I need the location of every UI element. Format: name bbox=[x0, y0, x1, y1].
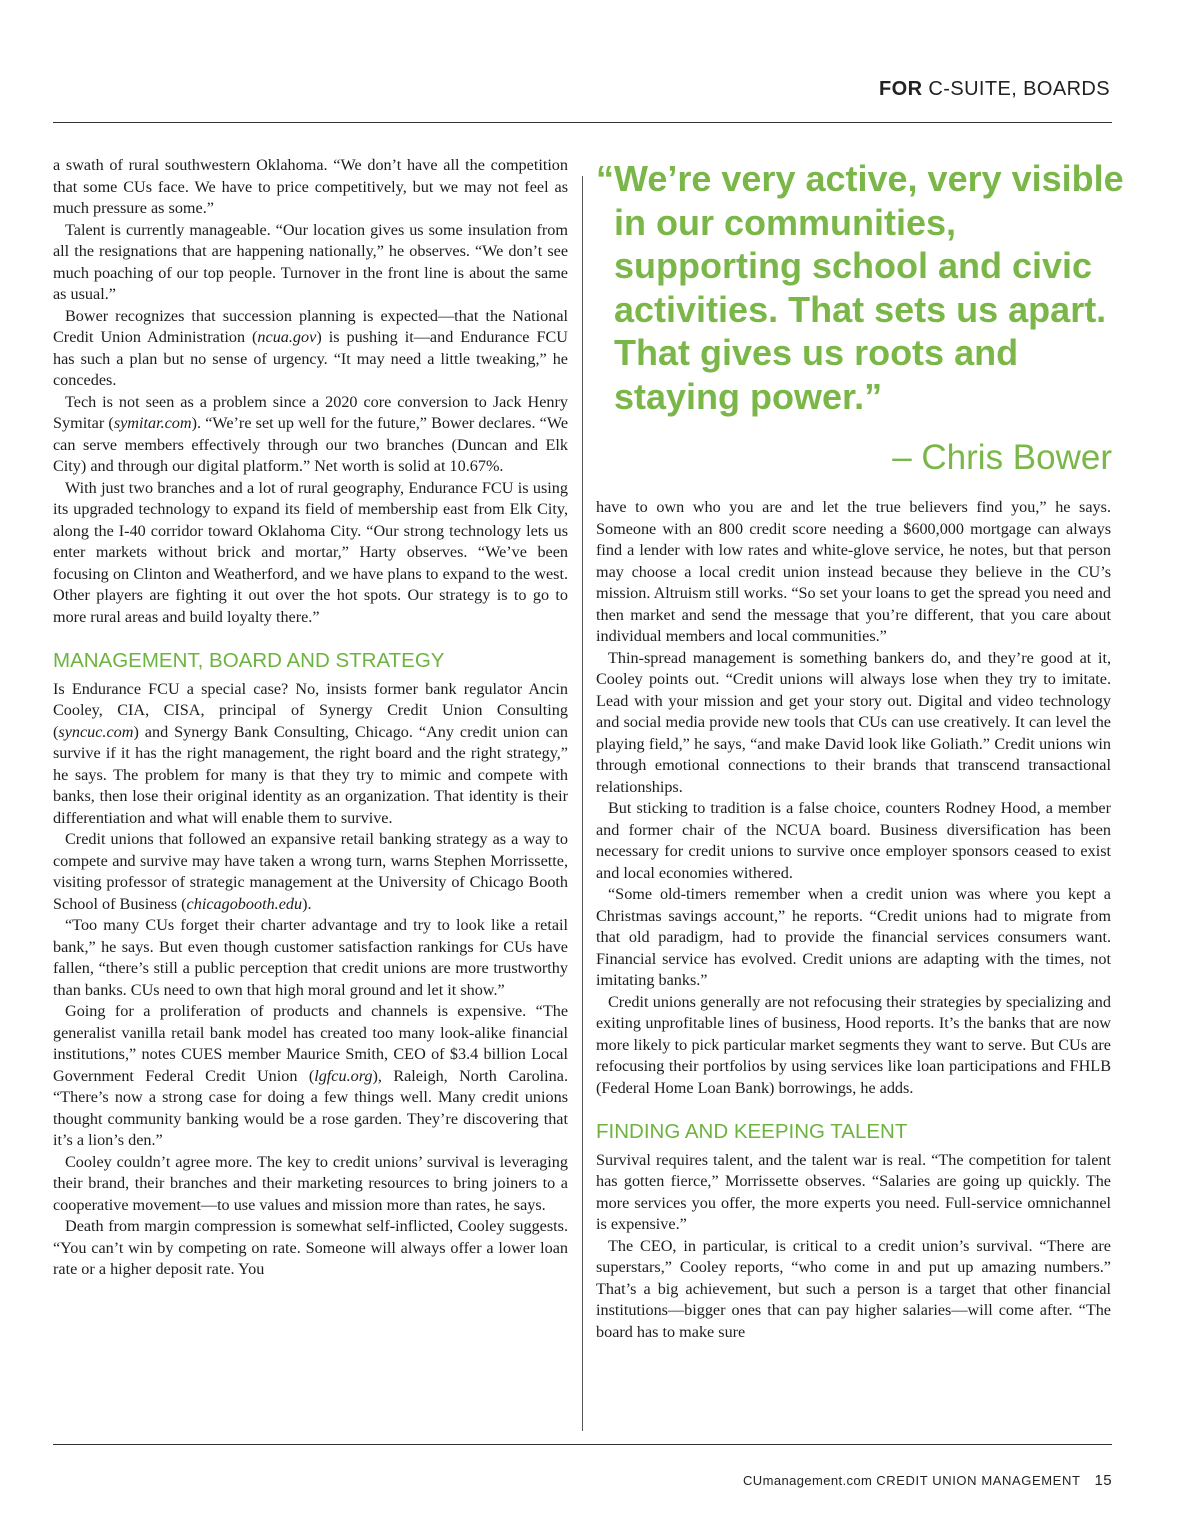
section-heading: FINDING AND KEEPING TALENT bbox=[596, 1120, 908, 1143]
paragraph: “Some old-timers remember when a credit union was where you kept a Christmas savings account,” he reports. “Credit unions had to migrate from that old paradigm, had to provide the financial services consumers want. Financial service has evolved. Credit unions are adapting with the times, not imitating banks.” bbox=[596, 885, 1111, 989]
web-reference: chicagobooth.edu bbox=[186, 894, 303, 913]
paragraph: But sticking to tradition is a false choice, counters Rodney Hood, a member and former chair of the NCUA board. Business diversification has been necessary for credit unions to survive once employer sponsors ceased to exist and local economies withered. bbox=[596, 799, 1111, 882]
web-reference: lgfcu.org bbox=[314, 1066, 373, 1085]
section-label: C-SUITE, BOARDS bbox=[928, 78, 1110, 100]
section-header bbox=[879, 78, 1110, 101]
paragraph: Tech is not seen as a problem since a 2020 core conversion to Jack Henry Symitar (symitar.com). “We’re set up well for the future,” Bower declares. “We can serve members effectively through our two branches (Duncan and Elk City) and through our digital platform.” Net worth is solid at 10.67%. bbox=[53, 392, 569, 475]
footer-publication: CREDIT UNION MANAGEMENT bbox=[876, 1473, 1081, 1488]
paragraph: The CEO, in particular, is critical to a credit union’s survival. “There are superstars,” Cooley reports, “who come in and put up amazing numbers.” That’s a big achievement, but such a person is a target that other financial institutions—bigger ones that can pay higher salaries—will come after. “The board has to make sure bbox=[596, 1236, 1111, 1341]
section-heading: MANAGEMENT, BOARD AND STRATEGY bbox=[53, 649, 445, 672]
footer-site: CUmanagement.com bbox=[743, 1473, 873, 1488]
paragraph: Cooley couldn’t agree more. The key to credit unions’ survival is leveraging their brand, their branches and their marketing resources to bring joiners to a cooperative movement—to use values and mission more than rates, he says. bbox=[53, 1152, 568, 1214]
pull-quote-attribution: – Chris Bower bbox=[892, 438, 1112, 477]
web-reference: symitar.com bbox=[113, 414, 192, 432]
paragraph: Credit unions generally are not refocusing their strategies by specializing and exiting unprofitable lines of business, Hood reports. It’s the banks that are now more likely to pick particular market segments they want to serve. But CUs are refocusing their portfolios by using services like loan participations and FHLB (Federal Home Loan Bank) borrowings, he adds. bbox=[596, 992, 1111, 1097]
paragraph: With just two branches and a lot of rural geography, Endurance FCU is using its upgraded technology to expand its field of membership east from Elk City, along the I-40 corridor toward Oklahoma City. “Our strong technology lets us enter markets without brick and mortar,” Harty observes. “We’ve been focusing on Clinton and Weatherford, and we have plans to expand to the west. Other players are fighting it out over the hot spots. Our strategy is to go to more rural areas and build loyalty there.” bbox=[53, 478, 568, 626]
paragraph: Thin-spread management is something bankers do, and they’re good at it, Cooley points out. “Credit unions will always lose when they try to imitate. Lead with your mission and get your story out. Digital and video technology and social media provide new tools that CUs can use creatively. It can level the playing field,” he says, “and make David look like Goliath.” Credit unions win through emotional connections to their brands that transcend transactional relationships. bbox=[596, 648, 1111, 796]
page-footer bbox=[743, 1472, 1112, 1489]
paragraph: Death from margin compression is somewhat self-inflicted, Cooley suggests. “You can’t win by competing on rate. Someone will always offer a lower loan rate or a higher deposit rate. You bbox=[53, 1217, 568, 1278]
web-reference: syncuc.com bbox=[58, 722, 134, 741]
web-reference: ncua.gov bbox=[257, 328, 317, 346]
paragraph: Is Endurance FCU a special case? No, insists former bank regulator Ancin Cooley, CIA, CISA, principal of Synergy Credit Union Consulting (syncuc.com) and Synergy Bank Consulting, Chicago. “Any credit union can survive if it has the right management, the right board and the right strategy,” he says. The problem for many is that they try to mimic and compete with banks, then lose their original identity as an organization. That identity is their differentiation and what will enable them to survive. bbox=[53, 679, 568, 827]
paragraph: Survival requires talent, and the talent war is real. “The competition for talent has gotten fierce,” Morrissette observes. “Salaries are going up quickly. The more services you offer, the more experts you need. Full-service omnichannel is expensive.” bbox=[596, 1150, 1111, 1233]
section-label-bold: FOR bbox=[879, 78, 923, 100]
top-rule bbox=[53, 122, 1112, 123]
column-divider bbox=[582, 176, 583, 1431]
paragraph: Bower recognizes that succession planning is expected—that the National Credit Union Administration (ncua.gov) is pushing it—and Endurance FCU has such a plan but no sense of urgency. “It may need a little tweaking,” he concedes. bbox=[53, 306, 568, 389]
left-column bbox=[53, 155, 568, 1281]
pull-quote: “We’re very active, very visible in our communities, supporting school and civic activities. That sets us apart. That gives us roots and staying power.” bbox=[596, 158, 1124, 417]
paragraph: a swath of rural southwestern Oklahoma. “We don’t have all the competition that some CUs face. We have to price competitively, but we may not feel as much pressure as some.” bbox=[53, 156, 568, 217]
paragraph: Talent is currently manageable. “Our location gives us some insulation from all the resignations that are happening nationally,” he observes. “We don’t see much poaching of our top people. Turnover in the front line is about the same as usual.” bbox=[53, 220, 568, 303]
paragraph: Going for a proliferation of products and channels is expensive. “The generalist vanilla retail bank model has created too many look-alike financial institutions,” notes CUES member Maurice Smith, CEO of $3.4 billion Local Government Federal Credit Union (lgfcu.org), Raleigh, North Carolina. “There’s now a strong case for doing a few things well. Many credit unions thought community banking would be a rose garden. They’re discovering that it’s a lion’s den.” bbox=[53, 1002, 568, 1149]
paragraph: have to own who you are and let the true believers find you,” he says. Someone with an 800 credit score needing a $600,000 mortgage can always find a lender with low rates and white-glove service, he notes, but that person may choose a local credit union instead because they believe in the CU’s mission. Altruism still works. “So set your loans to get the spread you need and then market and send the message that you’re different, that you care about individual members and local communities.” bbox=[596, 498, 1111, 645]
paragraph: Credit unions that followed an expansive retail banking strategy as a way to compete and survive may have taken a wrong turn, warns Stephen Morrissette, visiting professor of strategic management at the University of Chicago Booth School of Business (chicagobooth.edu). bbox=[53, 830, 568, 913]
right-column bbox=[596, 497, 1111, 1343]
bottom-rule bbox=[53, 1444, 1112, 1445]
paragraph: “Too many CUs forget their charter advantage and try to look like a retail bank,” he says. But even though customer satisfaction rankings for CUs have fallen, “there’s still a public perception that credit unions are more trustworthy than banks. CUs need to own that high moral ground and let it show.” bbox=[53, 916, 568, 999]
page-number: 15 bbox=[1094, 1472, 1112, 1489]
